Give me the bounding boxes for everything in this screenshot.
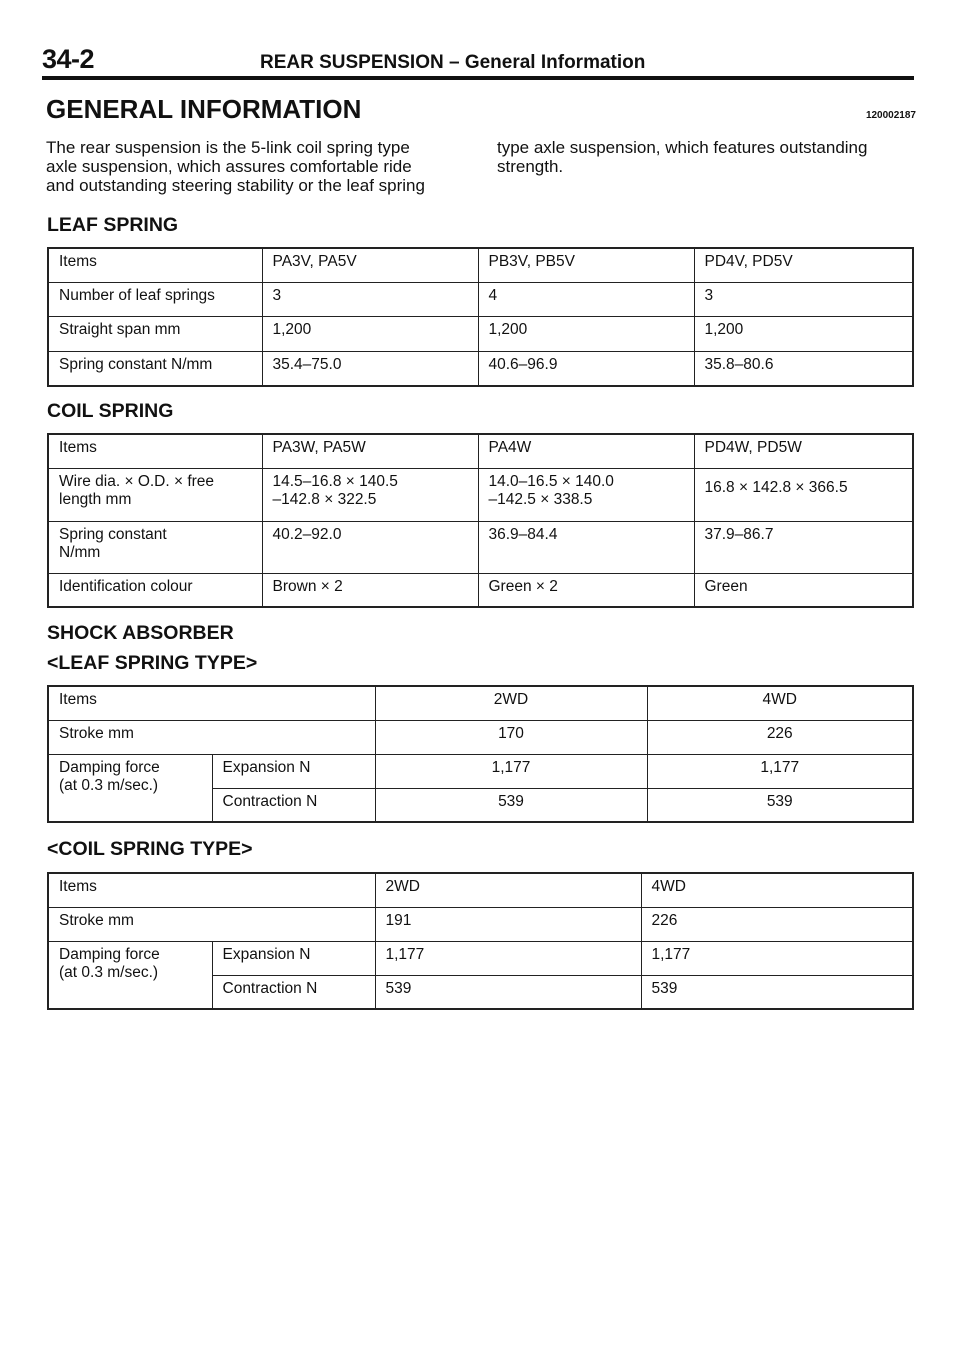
cell-line: 14.5–16.8 × 140.5 (272, 472, 398, 490)
page-header (42, 44, 914, 78)
table-cell: 539 (375, 975, 641, 1009)
table-cell: 539 (647, 788, 913, 822)
header-rule (42, 76, 914, 80)
table-cell: PD4V, PD5V (694, 248, 913, 282)
table-cell: Items (48, 248, 262, 282)
table-cell: 1,177 (375, 941, 641, 975)
table-header-row (48, 434, 913, 468)
table-cell (48, 941, 212, 1009)
shock-coil-table (47, 872, 914, 1010)
shock-leaf-table (47, 685, 914, 823)
table-cell: PA4W (478, 434, 694, 468)
table-cell: 40.6–96.9 (478, 351, 694, 386)
table-row (48, 754, 913, 788)
cell-line: length mm (59, 490, 132, 508)
table-cell (262, 468, 478, 521)
table-cell: Stroke mm (48, 907, 375, 941)
cell-line: –142.8 × 322.5 (272, 490, 377, 508)
cell-line: N/mm (59, 543, 101, 561)
running-title: REAR SUSPENSION – General Information (260, 52, 646, 73)
table-cell (48, 521, 262, 573)
table-cell: Green × 2 (478, 573, 694, 607)
table-row (48, 316, 913, 351)
table-cell: 4WD (641, 873, 913, 907)
coil-spring-table (47, 433, 914, 608)
coil-spring-heading: COIL SPRING (47, 400, 174, 422)
table-row (48, 907, 913, 941)
table-cell: 37.9–86.7 (694, 521, 913, 573)
table-cell: 35.8–80.6 (694, 351, 913, 386)
table-cell: PD4W, PD5W (694, 434, 913, 468)
intro-left (46, 138, 425, 195)
table-header-row (48, 686, 913, 720)
coil-type-heading: <COIL SPRING TYPE> (47, 838, 253, 860)
section-title: GENERAL INFORMATION (46, 94, 362, 124)
cell-line: 16.8 × 142.8 × 366.5 (704, 478, 848, 496)
table-header-row (48, 873, 913, 907)
table-cell: 1,200 (478, 316, 694, 351)
table-cell: 1,177 (641, 941, 913, 975)
table-cell: 170 (375, 720, 647, 754)
leaf-spring-heading: LEAF SPRING (47, 214, 179, 236)
table-cell: PA3W, PA5W (262, 434, 478, 468)
table-cell: Identification colour (48, 573, 262, 607)
leaf-spring-table (47, 247, 914, 387)
table-cell (48, 468, 262, 521)
table-cell: PB3V, PB5V (478, 248, 694, 282)
table-cell: Green (694, 573, 913, 607)
intro-line: strength. (497, 157, 564, 176)
intro-line: type axle suspension, which features outstanding (497, 138, 868, 157)
cell-line: 14.0–16.5 × 140.0 (488, 472, 614, 490)
table-cell: 2WD (375, 873, 641, 907)
table-cell: Spring constant N/mm (48, 351, 262, 386)
table-row (48, 351, 913, 386)
table-cell: 36.9–84.4 (478, 521, 694, 573)
table-cell: 226 (647, 720, 913, 754)
cell-line: Damping force (59, 945, 160, 963)
table-cell: 3 (262, 282, 478, 316)
table-cell: Items (48, 686, 375, 720)
table-cell: 4WD (647, 686, 913, 720)
table-cell: Items (48, 434, 262, 468)
table-cell: 1,200 (262, 316, 478, 351)
table-cell: Brown × 2 (262, 573, 478, 607)
table-row (48, 720, 913, 754)
table-cell: 4 (478, 282, 694, 316)
intro-line: and outstanding steering stability or the leaf spring (46, 176, 425, 195)
table-row (48, 282, 913, 316)
table-cell: 3 (694, 282, 913, 316)
table-cell: Contraction N (212, 788, 375, 822)
table-header-row (48, 248, 913, 282)
page-number: 34-2 (42, 44, 95, 74)
intro-line: axle suspension, which assures comfortable ride (46, 157, 412, 176)
table-row (48, 521, 913, 573)
section-code: 120002187 (865, 110, 916, 121)
shock-absorber-heading: SHOCK ABSORBER (47, 622, 234, 644)
table-cell: 1,177 (647, 754, 913, 788)
table-cell: Items (48, 873, 375, 907)
table-cell: 1,200 (694, 316, 913, 351)
table-cell: 2WD (375, 686, 647, 720)
table-cell: 226 (641, 907, 913, 941)
table-cell: PA3V, PA5V (262, 248, 478, 282)
cell-line: –142.5 × 338.5 (488, 490, 593, 508)
table-cell: Number of leaf springs (48, 282, 262, 316)
table-cell (48, 754, 212, 822)
cell-line: Wire dia. × O.D. × free (59, 472, 215, 490)
table-cell: Straight span mm (48, 316, 262, 351)
table-cell: Expansion N (212, 754, 375, 788)
leaf-type-heading: <LEAF SPRING TYPE> (47, 652, 258, 674)
table-cell: 191 (375, 907, 641, 941)
table-cell: 539 (375, 788, 647, 822)
table-cell: 1,177 (375, 754, 647, 788)
intro-right (497, 138, 867, 176)
cell-line: Damping force (59, 758, 160, 776)
table-row (48, 573, 913, 607)
table-cell: Stroke mm (48, 720, 375, 754)
table-cell: 35.4–75.0 (262, 351, 478, 386)
table-cell: Contraction N (212, 975, 375, 1009)
cell-line: (at 0.3 m/sec.) (59, 963, 159, 981)
table-cell: 40.2–92.0 (262, 521, 478, 573)
table-row (48, 468, 913, 521)
table-cell (478, 468, 694, 521)
cell-line: Spring constant (59, 525, 167, 543)
table-row (48, 941, 913, 975)
table-cell (694, 468, 913, 521)
intro-line: The rear suspension is the 5-link coil spring type (46, 138, 410, 157)
table-cell: Expansion N (212, 941, 375, 975)
cell-line: (at 0.3 m/sec.) (59, 776, 159, 794)
table-cell: 539 (641, 975, 913, 1009)
